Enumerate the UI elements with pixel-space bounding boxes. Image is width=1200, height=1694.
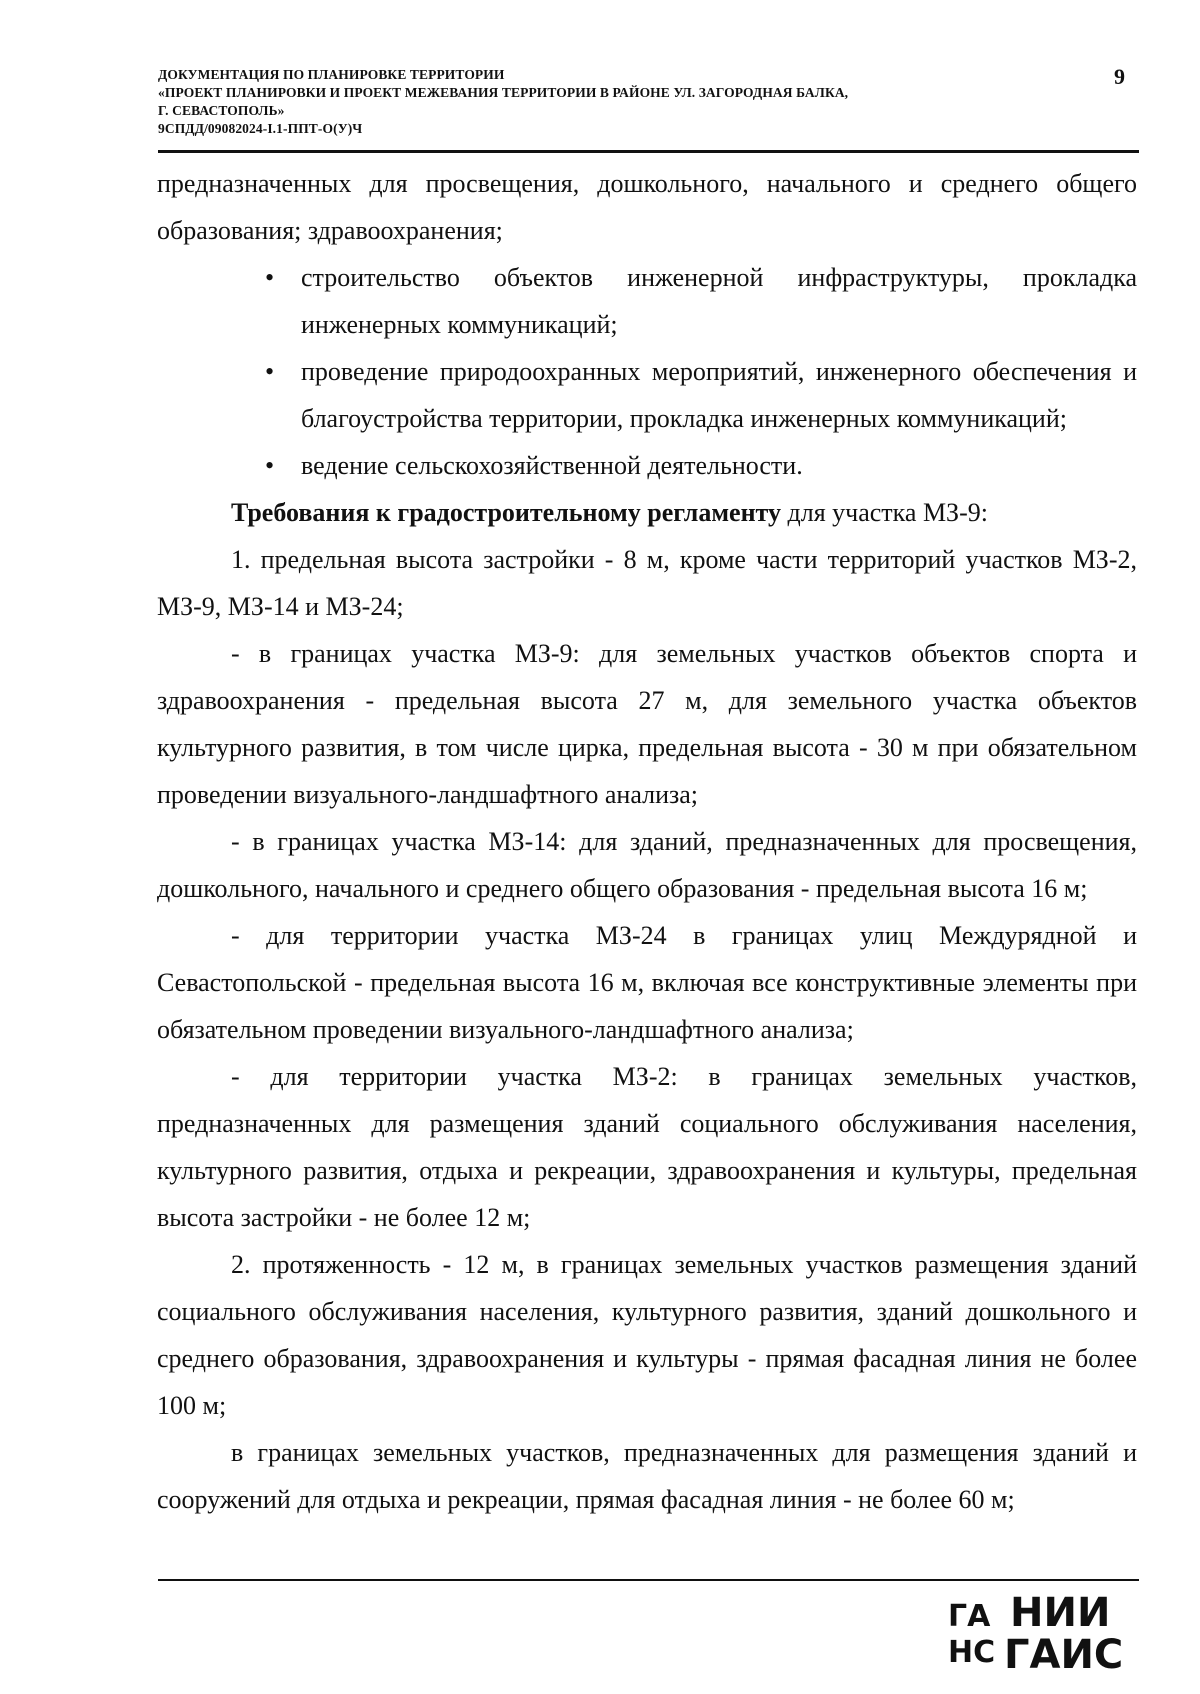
paragraph: 2. протяженность - 12 м, в границах земельных участков размещения зданий социального обслуживания населения, культурного развития, зданий дошкольного и среднего образования, здравоохранения и культуры - прямая фасадная линия не более 100 м;	[157, 1250, 1137, 1420]
document-header	[158, 66, 1098, 138]
logo-mark-bottom: НС	[948, 1635, 996, 1670]
logo-name-top: НИИ	[1010, 1590, 1111, 1636]
bullet-icon: •	[265, 451, 275, 480]
paragraph: - в границах участка МЗ-14: для зданий, предназначенных для просвещения, дошкольного, начального и среднего общего образования - предельная высота 16 м;	[157, 827, 1137, 903]
requirements-heading	[157, 489, 1137, 536]
header-line-2: «ПРОЕКТ ПЛАНИРОВКИ И ПРОЕКТ МЕЖЕВАНИЯ ТЕРРИТОРИИ В РАЙОНЕ УЛ. ЗАГОРОДНАЯ БАЛКА,	[158, 85, 849, 100]
list-item-text: проведение природоохранных мероприятий, инженерного обеспечения и благоустройства территории, прокладка инженерных коммуникаций;	[301, 357, 1137, 433]
page-number: 9	[1114, 64, 1125, 89]
logo-name-bottom: ГАИС	[1004, 1632, 1124, 1676]
header-line-4: 9СПДД/09082024-I.1-ППТ-О(У)Ч	[158, 121, 363, 136]
paragraph: - для территории участка МЗ-2: в границах земельных участков, предназначенных для размещения зданий социального обслуживания населения, культурного развития, отдыха и рекреации, здравоохранения и культуры, предельная высота застройки - не более 12 м;	[157, 1062, 1137, 1232]
paragraph: в границах земельных участков, предназначенных для размещения зданий и сооружений для отдыха и рекреации, прямая фасадная линия - не более 60 м;	[157, 1438, 1137, 1514]
list-item-text: строительство объектов инженерной инфраструктуры, прокладка инженерных коммуникаций;	[301, 263, 1137, 339]
document-body	[157, 160, 1137, 1523]
requirements-heading-rest: для участка МЗ-9:	[780, 498, 988, 527]
continued-text: предназначенных для просвещения, дошкольного, начального и среднего общего образования; здравоохранения;	[157, 169, 1137, 245]
list-item	[265, 254, 1137, 348]
nii-gais-logo	[944, 1586, 1144, 1676]
bullet-icon: •	[265, 263, 275, 292]
header-line-1: ДОКУМЕНТАЦИЯ ПО ПЛАНИРОВКЕ ТЕРРИТОРИИ	[158, 67, 505, 82]
list-item-text: ведение сельскохозяйственной деятельности.	[301, 451, 803, 480]
paragraph: - для территории участка МЗ-24 в границах улиц Междурядной и Севастопольской - предельная высота 16 м, включая все конструктивные элементы при обязательном проведении визуального-ландшафтного анализа;	[157, 921, 1137, 1044]
paragraph: 1. предельная высота застройки - 8 м, кроме части территорий участков МЗ-2, МЗ-9, МЗ-14 и МЗ-24;	[157, 545, 1137, 621]
footer-divider	[158, 1579, 1139, 1581]
requirements-heading-bold: Требования к градостроительному регламенту	[231, 498, 781, 527]
logo-mark-top: ГА	[948, 1599, 991, 1634]
paragraph: - в границах участка МЗ-9: для земельных участков объектов спорта и здравоохранения - предельная высота 27 м, для земельного участка объектов культурного развития, в том числе цирка, предельная высота - 30 м при обязательном проведении визуального-ландшафтного анализа;	[157, 639, 1137, 809]
list-item	[265, 348, 1137, 442]
list-item	[265, 442, 1137, 489]
header-divider	[158, 150, 1139, 153]
header-line-3: Г. СЕВАСТОПОЛЬ»	[158, 103, 285, 118]
bullet-icon: •	[265, 357, 275, 386]
